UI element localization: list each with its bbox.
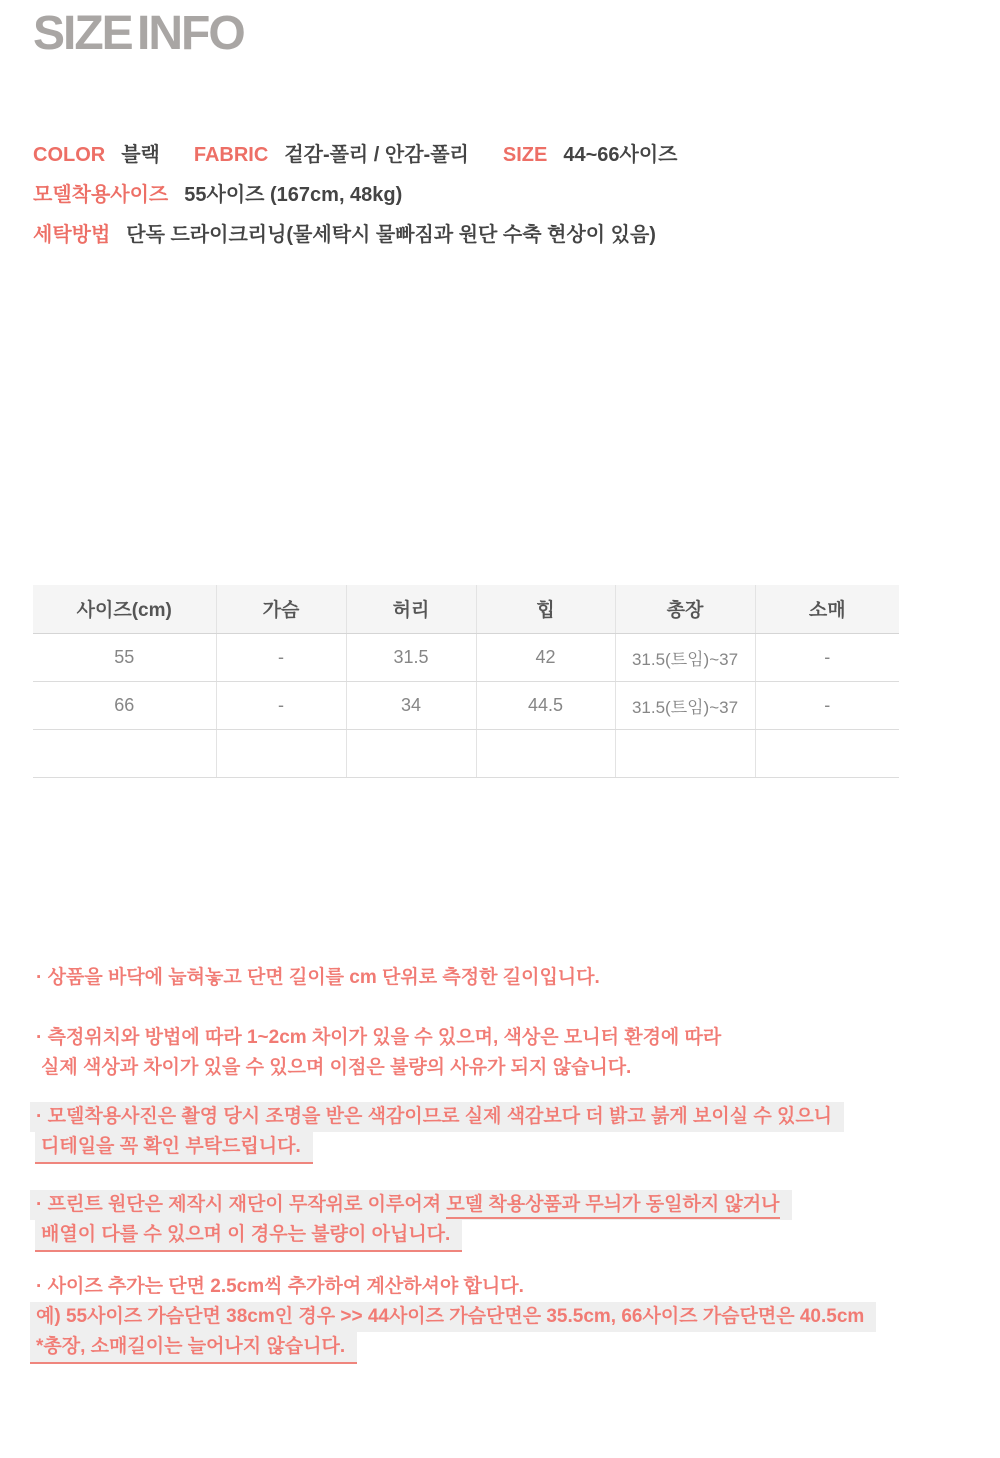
cell-waist-55: 31.5 [346,633,476,681]
note-text: · 프린트 원단은 제작시 재단이 무작위로 이루어져 [36,1194,447,1215]
note-line [36,1132,844,1162]
col-chest: 가슴 [216,585,346,633]
spec-size [503,138,678,167]
table-row [33,633,899,681]
note-line [36,963,600,993]
cell-sleeve-66: - [755,681,899,729]
note-model-photo [36,1102,844,1162]
spec-fabric-label: FABRIC [193,144,269,166]
spec-wash [33,218,656,247]
note-tolerance [36,1023,721,1083]
col-total-length: 총장 [615,585,755,633]
spec-color [33,138,160,167]
highlight [30,1302,876,1332]
note-line [36,1302,876,1332]
highlight-underlined [35,1132,313,1164]
cell-empty [33,729,216,777]
highlight [30,1190,792,1220]
size-table [33,585,899,778]
note-text: 예) 55사이즈 가슴단면 38cm인 경우 >> 44사이즈 가슴단면은 35.5cm, 66사이즈 가슴단면은 40.5cm [36,1306,865,1327]
spec-model-value: 55사이즈 (167cm, 48kg) [184,184,403,206]
note-measure-method [36,963,600,993]
spec-size-value: 44~66사이즈 [563,144,678,166]
note-size-add [36,1272,876,1362]
note-print-fabric [36,1190,792,1250]
col-hip: 힙 [476,585,615,633]
note-text: · 사이즈 추가는 단면 2.5cm씩 추가하여 계산하셔야 합니다. [36,1276,524,1297]
table-row [33,681,899,729]
cell-empty [755,729,899,777]
highlight-underlined [35,1220,462,1252]
col-sleeve: 소매 [755,585,899,633]
cell-waist-66: 34 [346,681,476,729]
spec-color-label: COLOR [33,144,106,166]
spec-row-model [33,178,436,207]
note-line [36,1272,876,1302]
cell-length-66: 31.5(트임)~37 [615,681,755,729]
note-line [36,1023,721,1053]
spec-fabric [194,138,469,167]
col-waist: 허리 [346,585,476,633]
highlight [30,1102,844,1132]
note-line [36,1102,844,1132]
cell-chest-55: - [216,633,346,681]
note-line [36,1190,792,1220]
note-text: · 측정위치와 방법에 따라 1~2cm 차이가 있을 수 있으며, 색상은 모니터 환경에 따라 [36,1027,722,1048]
spec-color-value: 블랙 [121,144,160,166]
cell-hip-55: 42 [476,633,615,681]
cell-empty [615,729,755,777]
note-text: · 모델착용사진은 촬영 당시 조명을 받은 색감이므로 실제 색감보다 더 밝고 붉게 보이실 수 있으니 [36,1106,833,1127]
col-size-cm: 사이즈(cm) [33,585,216,633]
cell-empty [216,729,346,777]
cell-size-66: 66 [33,681,216,729]
cell-chest-66: - [216,681,346,729]
spec-size-label: SIZE [502,144,548,166]
highlight-underlined [30,1332,357,1364]
note-text-underlined: 모델 착용상품과 무늬가 동일하지 않거나 [446,1194,779,1219]
spec-wash-value: 단독 드라이크리닝(물세탁시 물빠짐과 원단 수축 현상이 있음) [126,224,656,246]
cell-length-55: 31.5(트임)~37 [615,633,755,681]
note-text: *총장, 소매길이는 늘어나지 않습니다. [36,1336,346,1357]
note-text: 디테일을 꼭 확인 부탁드립니다. [41,1136,301,1157]
cell-size-55: 55 [33,633,216,681]
cell-empty [346,729,476,777]
spec-model-label: 모델착용사이즈 [33,184,169,206]
cell-empty [476,729,615,777]
page-title: SIZE INFO [33,7,244,60]
note-line [36,1053,721,1083]
note-line [36,1332,876,1362]
cell-hip-66: 44.5 [476,681,615,729]
note-line [36,1220,792,1250]
size-table-header-row [33,585,899,633]
note-text: 배열이 다를 수 있으며 이 경우는 불량이 아닙니다. [41,1224,451,1245]
cell-sleeve-55: - [755,633,899,681]
table-row-empty [33,729,899,777]
note-text: · 상품을 바닥에 눕혀놓고 단면 길이를 cm 단위로 측정한 길이입니다. [36,967,600,988]
spec-model [33,178,402,207]
spec-fabric-value: 겉감-폴리 / 안감-폴리 [284,144,469,166]
spec-row-basic [33,138,711,167]
spec-wash-label: 세탁방법 [33,224,111,246]
spec-row-wash [33,218,690,247]
note-text: 실제 색상과 차이가 있을 수 있으며 이점은 불량의 사유가 되지 않습니다. [41,1057,632,1078]
